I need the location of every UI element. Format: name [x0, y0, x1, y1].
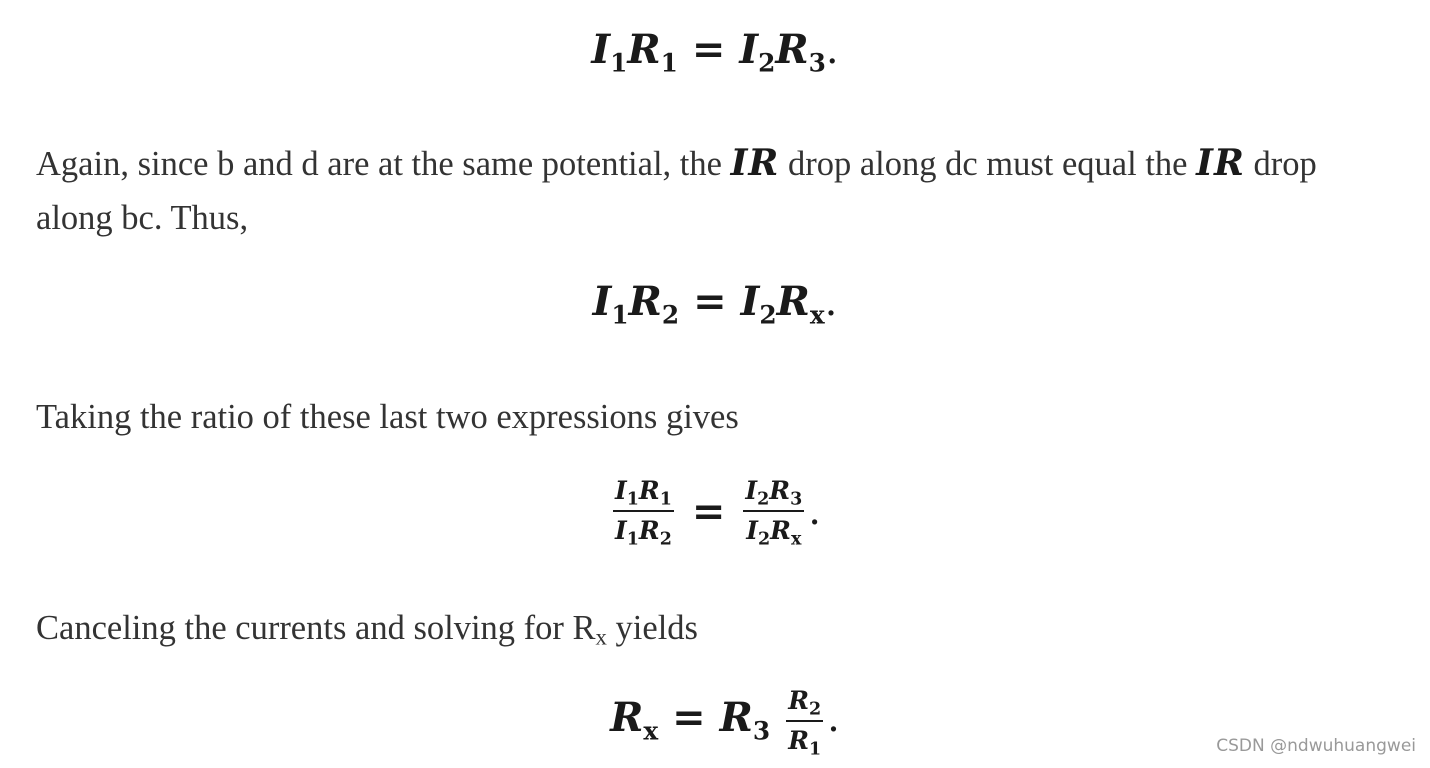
equation-3 — [0, 476, 1430, 550]
watermark-text: CSDN @ndwuhuangwei — [1216, 736, 1416, 756]
eq4-denominator: $R_1$ — [788, 726, 822, 760]
paragraph-text: yields — [606, 609, 698, 647]
eq2-symbol: R — [776, 278, 810, 325]
eq2-subscript: 2 — [759, 300, 777, 330]
eq3-right-numerator: $I_2R_3$ — [743, 476, 804, 512]
paragraph-subscript: x — [595, 624, 607, 650]
paragraph-text: drop along bc. Thus, — [36, 145, 1317, 237]
paragraph-text: Canceling the currents and solving for R — [36, 609, 596, 647]
eq2-subscript: 2 — [661, 300, 680, 330]
eq4-symbol: R — [610, 694, 644, 741]
eq2-subscript: x — [809, 300, 825, 330]
paragraph-ratio — [36, 390, 1396, 444]
eq2-subscript: 1 — [611, 300, 629, 330]
eq4-fraction — [786, 686, 823, 760]
eq2-symbol: I — [592, 278, 612, 325]
inline-math-ir: IR — [730, 142, 780, 184]
eq2-symbol: R — [628, 278, 662, 325]
eq1-symbol: R — [627, 26, 661, 73]
eq3-left-fraction — [613, 476, 674, 550]
eq3-equals: = — [691, 487, 726, 535]
eq4-period: . — [827, 695, 840, 741]
eq4-equals: = — [672, 694, 706, 741]
eq1-subscript: 3 — [808, 48, 826, 78]
eq1-subscript: 2 — [758, 48, 776, 78]
inline-math-ir: IR — [1196, 142, 1245, 184]
eq3-right-fraction — [743, 476, 804, 550]
eq1-subscript: 1 — [660, 48, 678, 78]
eq2-symbol: I — [740, 278, 760, 325]
eq1-symbol: I — [739, 26, 759, 73]
eq3-period: . — [808, 488, 821, 534]
eq4-numerator: $R_2$ — [786, 686, 823, 722]
equation-1 — [0, 26, 1430, 78]
eq4-subscript: 3 — [752, 716, 771, 746]
eq2-period: . — [824, 279, 838, 325]
paragraph-text: drop along dc must equal the — [779, 145, 1197, 183]
eq1-equals: = — [691, 26, 726, 73]
paragraph-ir-drop — [36, 136, 1396, 245]
eq3-right-denominator: $I_2R_x$ — [746, 516, 802, 550]
eq2-equals: = — [693, 278, 727, 325]
paragraph-text: Taking the ratio of these last two expressions gives — [36, 398, 739, 436]
eq1-subscript: 1 — [610, 48, 628, 78]
eq4-subscript: x — [643, 716, 659, 746]
eq1-symbol: R — [775, 26, 809, 73]
eq3-left-numerator: $I_1R_1$ — [613, 476, 674, 512]
paragraph-canceling — [36, 601, 1396, 655]
eq1-period: . — [825, 27, 839, 73]
eq3-left-denominator: $I_1R_2$ — [615, 516, 672, 550]
eq4-symbol: R — [719, 694, 753, 741]
eq1-symbol: I — [591, 26, 611, 73]
paragraph-text: Again, since b and d are at the same potential, the — [36, 145, 731, 183]
equation-2 — [0, 278, 1430, 330]
